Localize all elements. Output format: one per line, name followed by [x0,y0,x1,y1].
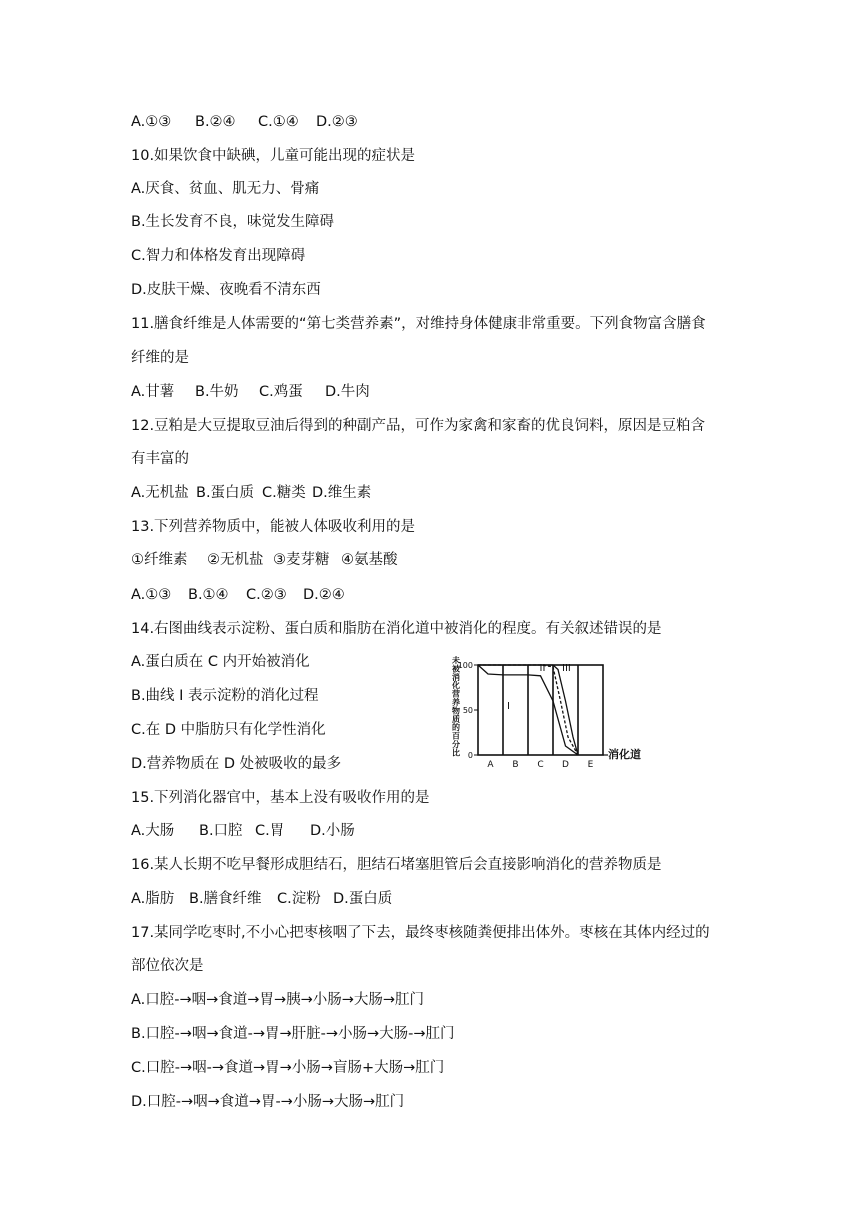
q9-options [131,112,358,132]
ylabel-char: 百 [452,731,460,741]
option-c: C.淀粉 [277,891,321,907]
q16-stem: 16.某人长期不吃早餐形成胆结石，胆结石堵塞胆管后会直接影响消化的营养物质是 [131,857,662,873]
option-c: C.鸡蛋 [259,384,303,400]
xtick-label: E [587,760,594,770]
option-c: C.①④ [258,114,299,130]
option-c: C.②③ [246,587,287,603]
q10-option-b: B.生长发育不良，味觉发生障碍 [131,214,335,230]
q16-options [131,889,392,909]
q13-stem: 13.下列营养物质中，能被人体吸收利用的是 [131,519,416,535]
q17-option-d: D.口腔-→咽→食道→胃-→小肠→大肠→肛门 [131,1094,405,1110]
q11-stem-line1: 11.膳食纤维是人体需要的“第七类营养素”，对维持身体健康非常重要。下列食物富含膳食 [131,316,706,332]
option-d: D.牛肉 [325,384,370,400]
series-label-i: I [507,701,510,712]
chart-xlabel: 消化道 [608,748,641,761]
option-b: B.蛋白质 [196,485,255,501]
ylabel-char: 未 [452,656,460,665]
q14-option-d: D.营养物质在 D 处被吸收的最多 [131,756,342,772]
option-d: D.②④ [303,587,345,603]
q14-option-b: B.曲线 I 表示淀粉的消化过程 [131,688,319,704]
chart-yticks [458,661,478,760]
option-b: B.口腔 [199,823,243,839]
digestion-chart [448,655,648,773]
ytick-label: 100 [457,661,473,670]
ylabel-char: 化 [452,681,460,691]
ylabel-char: 比 [452,748,460,758]
ylabel-char: 分 [452,740,460,749]
chart-frame [478,665,608,755]
ylabel-char: 消 [452,672,460,682]
q17-option-a: A.口腔-→咽→食道→胃→胰→小肠→大肠→肛门 [131,992,425,1008]
chart-xticks [487,760,593,770]
option-a: A.①③ [131,114,172,130]
q17-stem-line1: 17.某同学吃枣时,不小心把枣核咽了下去，最终枣核随粪便排出体外。枣核在其体内经过的 [131,925,710,941]
option-b: B.②④ [195,114,236,130]
q17-option-c: C.口腔-→咽-→食道→胃→小肠→盲肠+大肠→肛门 [131,1060,445,1076]
q12-options [131,483,371,503]
option-d: D.②③ [316,114,358,130]
q15-stem: 15.下列消化器官中，基本上没有吸收作用的是 [131,790,430,806]
xtick-label: A [487,760,494,770]
q13-items [131,550,398,570]
xtick-label: D [562,760,569,770]
ylabel-char: 被 [452,664,460,674]
ylabel-char: 物 [452,706,460,716]
q10-option-d: D.皮肤干燥、夜晚看不清东西 [131,282,321,298]
q11-stem-line2: 纤维的是 [131,350,189,366]
q14-option-a: A.蛋白质在 C 内开始被消化 [131,654,310,670]
series-label-ii: II [539,663,546,675]
q13-options [131,585,345,605]
q17-option-b: B.口腔-→咽→食道-→胃→肝脏-→小肠→大肠-→肛门 [131,1026,455,1042]
option-d: D.小肠 [310,823,355,839]
option-b: B.①④ [188,587,229,603]
option-b: B.膳食纤维 [189,891,262,907]
option-a: A.无机盐 [131,485,189,501]
q14-option-c: C.在 D 中脂肪只有化学性消化 [131,722,326,738]
option-c: C.胃 [255,823,285,839]
option-d: D.蛋白质 [333,891,393,907]
q15-options [131,821,355,841]
plot-border [478,665,603,755]
q10-option-c: C.智力和体格发育出现障碍 [131,248,306,264]
q10-stem: 10.如果饮食中缺碘，儿童可能出现的症状是 [131,148,416,164]
item-2: ②无机盐 [207,552,264,568]
q14-stem: 14.右图曲线表示淀粉、蛋白质和脂肪在消化道中被消化的程度。有关叙述错误的是 [131,621,662,637]
ylabel-char: 养 [452,698,460,707]
ytick-label: 50 [462,706,473,715]
option-a: A.大肠 [131,823,175,839]
q12-stem-line2: 有丰富的 [131,451,189,467]
chart-ylabel [451,655,461,757]
item-1: ①纤维素 [131,552,188,568]
q17-stem-line2: 部位依次是 [131,958,204,974]
option-a: A.甘薯 [131,384,175,400]
ytick-label: 0 [467,751,473,760]
q10-option-a: A.厌食、贫血、肌无力、骨痛 [131,181,320,197]
ylabel-char: 营 [452,689,460,699]
series-label-iii: III [562,663,571,675]
option-d: D.维生素 [312,485,372,501]
q12-stem-line1: 12.豆粕是大豆提取豆油后得到的种副产品，可作为家禽和家畜的优良饲料，原因是豆粕含 [131,418,706,434]
item-3: ③麦芽糖 [273,552,330,568]
option-c: C.糖类 [262,485,306,501]
ylabel-char: 质 [452,714,460,724]
item-4: ④氨基酸 [341,552,398,568]
option-a: A.脂肪 [131,891,175,907]
xtick-label: C [537,760,544,770]
option-b: B.牛奶 [195,384,239,400]
option-a: A.①③ [131,587,172,603]
xtick-label: B [512,760,519,770]
q11-options [131,382,370,402]
ylabel-char: 的 [452,723,460,733]
